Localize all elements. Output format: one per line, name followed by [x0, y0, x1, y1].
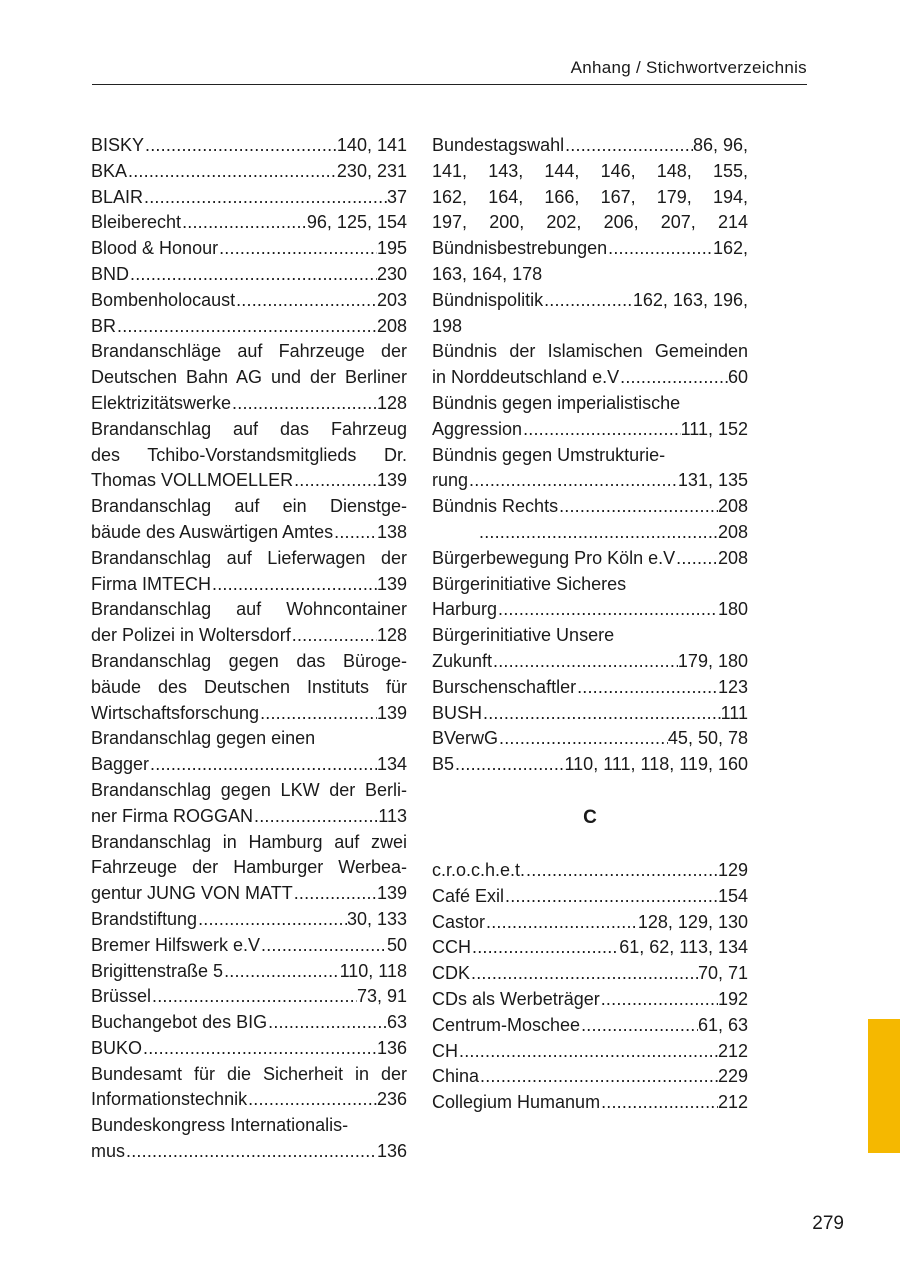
dot-leader — [498, 726, 668, 752]
index-entry — [432, 494, 748, 520]
index-entry — [432, 935, 748, 961]
dot-leader — [267, 1010, 387, 1036]
index-term: rung — [432, 470, 469, 491]
index-term: Thomas VOLLMOELLER — [91, 470, 294, 491]
dot-leader — [504, 884, 718, 910]
index-text-line: Bürgerinitiative Unsere — [432, 625, 615, 646]
index-entry — [91, 701, 407, 727]
dot-leader — [675, 546, 718, 572]
index-text-line: Brandanschlag auf Wohncontainer — [91, 599, 407, 620]
index-entry — [91, 1087, 407, 1113]
index-term: BISKY — [91, 135, 145, 155]
index-term: Burschenschaftler — [432, 676, 577, 697]
index-text-line: Bundeskongress Internationalis- — [91, 1115, 349, 1136]
page-references: 139 — [376, 573, 407, 594]
index-text-line: Brandanschlag gegen LKW der Berli- — [91, 779, 407, 800]
page-references: 208 — [717, 547, 748, 568]
index-text-line: 162, 164, 166, 167, 179, 194, — [432, 186, 748, 207]
index-entry — [432, 468, 748, 494]
dot-leader — [619, 365, 728, 391]
index-term: der Polizei in Woltersdorf — [91, 625, 291, 646]
dot-leader — [600, 987, 718, 1013]
index-term: Bündnis Rechts — [432, 496, 559, 517]
page-references: 236 — [376, 1089, 407, 1110]
index-entry — [91, 133, 407, 159]
dot-leader — [259, 701, 377, 727]
index-text-line: Brandanschlag auf das Fahrzeug — [91, 418, 407, 439]
page-references: 61, 62, 113, 134 — [619, 937, 748, 958]
index-term: BND — [91, 263, 130, 284]
page-references: 128 — [376, 625, 407, 646]
page-references: 162, 163, 196, — [632, 289, 748, 310]
index-entry — [432, 752, 748, 778]
index-entry — [91, 1010, 407, 1036]
index-term: Centrum-Moschee — [432, 1014, 581, 1035]
index-column-left — [91, 133, 407, 1165]
page-references: 30, 133 — [346, 908, 407, 929]
index-text-line: Brandanschlag in Hamburg auf zwei — [91, 831, 407, 852]
page-references: 86, 96, — [692, 135, 748, 155]
index-term: ner Firma ROGGAN — [91, 805, 254, 826]
index-term: Bündnisbestrebungen — [432, 238, 608, 259]
index-text-line: des Tchibo-Vorstandsmitglieds Dr. — [91, 444, 407, 465]
index-text-line: Bündnis gegen Umstrukturie- — [432, 444, 666, 465]
index-text-line: Bündnis der Islamischen Gemeinden — [432, 341, 748, 362]
index-text-line: Brandanschlag auf ein Dienstge- — [91, 496, 407, 517]
dot-leader — [600, 1090, 718, 1116]
index-term: CCH — [432, 937, 471, 958]
page-references: 203 — [376, 289, 407, 310]
index-term: Firma IMTECH — [91, 573, 211, 594]
dot-leader — [125, 1139, 377, 1165]
page-references: 111 — [720, 702, 748, 723]
page-references: 208 — [717, 496, 748, 517]
dot-leader — [478, 520, 718, 546]
index-term: China — [432, 1066, 480, 1087]
page-references: 129 — [717, 859, 748, 880]
dot-leader — [223, 959, 340, 985]
index-term: BUSH — [432, 702, 483, 723]
index-term: Castor — [432, 911, 486, 932]
page-references: 229 — [717, 1066, 748, 1087]
section-heading: C — [583, 806, 597, 828]
page-references: 195 — [376, 238, 407, 259]
thumb-index-tab — [868, 1019, 900, 1153]
index-entry — [91, 314, 407, 340]
index-entry — [91, 907, 407, 933]
index-text-line: Bundesamt für die Sicherheit in der — [91, 1063, 407, 1084]
page-references: 134 — [376, 754, 407, 775]
page-references: 110, 118 — [339, 960, 407, 981]
dot-leader — [151, 984, 357, 1010]
dot-leader — [485, 910, 638, 936]
page-references: 128 — [376, 392, 407, 413]
page-references: 230, 231 — [336, 160, 407, 181]
index-entry — [91, 468, 407, 494]
index-term: BVerwG — [432, 728, 499, 749]
dot-leader — [497, 597, 718, 623]
index-entry — [432, 884, 748, 910]
index-term: BLAIR — [91, 186, 144, 207]
index-entry — [91, 1139, 407, 1165]
index-term: Brüssel — [91, 986, 152, 1007]
index-entry — [91, 933, 407, 959]
index-text-line: 163, 164, 178 — [432, 263, 543, 284]
index-entry — [432, 520, 748, 546]
index-entry — [91, 752, 407, 778]
index-entry — [91, 1036, 407, 1062]
dot-leader — [231, 391, 377, 417]
index-term: bäude des Auswärtigen Amtes — [91, 521, 334, 542]
index-term: Blood & Honour — [91, 238, 219, 259]
index-entry — [432, 597, 748, 623]
index-text-line: 197, 200, 202, 206, 207, 214 — [432, 212, 748, 233]
index-entry — [432, 546, 748, 572]
page-references: 230 — [376, 263, 407, 284]
page-references: 111, 152 — [680, 418, 748, 439]
dot-leader — [470, 961, 698, 987]
dot-leader — [454, 752, 564, 778]
index-entry — [432, 236, 748, 262]
dot-leader — [576, 675, 718, 701]
index-term: Elektrizitätswerke — [91, 392, 232, 413]
page-references: 139 — [376, 702, 407, 723]
index-entry — [91, 804, 407, 830]
page-references: 37 — [386, 186, 407, 207]
index-text-line: Deutschen Bahn AG und der Berliner — [91, 367, 407, 388]
index-entry — [432, 1039, 748, 1065]
index-term: CH — [432, 1040, 458, 1061]
index-term: Bombenholocaust — [91, 289, 236, 310]
index-text-line: 198 — [432, 315, 463, 336]
page-references: 140, 141 — [336, 135, 407, 155]
dot-leader — [291, 623, 377, 649]
page-references: 179, 180 — [677, 650, 748, 671]
dot-leader — [235, 288, 377, 314]
page-references: 138 — [376, 521, 407, 542]
page-references: 70, 71 — [697, 963, 748, 984]
index-entry — [91, 236, 407, 262]
page-references: 139 — [376, 883, 407, 904]
dot-leader — [525, 858, 718, 884]
index-entry — [432, 1013, 748, 1039]
index-text-line: Brandanschläge auf Fahrzeuge der — [91, 341, 407, 362]
dot-leader — [247, 1087, 377, 1113]
dot-leader — [129, 262, 377, 288]
index-entry — [91, 288, 407, 314]
index-term: Collegium Humanum — [432, 1092, 601, 1113]
index-term: Zukunft — [432, 650, 493, 671]
index-term: Brandstiftung — [91, 908, 198, 929]
page-references: 136 — [376, 1037, 407, 1058]
index-term: Café Exil — [432, 885, 505, 906]
index-entry — [432, 133, 748, 159]
page-references: 96, 125, 154 — [306, 212, 407, 233]
index-text-line: Brandanschlag gegen einen — [91, 728, 316, 749]
dot-leader — [492, 649, 678, 675]
page-references: 208 — [376, 315, 407, 336]
dot-leader — [293, 881, 377, 907]
index-entry — [91, 391, 407, 417]
page-references: 180 — [717, 599, 748, 620]
page-references: 113 — [378, 805, 407, 826]
dot-leader — [293, 468, 377, 494]
index-entry — [432, 1064, 748, 1090]
page-references: 208 — [717, 521, 748, 542]
page-references: 212 — [717, 1092, 748, 1113]
header-rule — [92, 84, 807, 85]
index-term: B5 — [432, 754, 455, 775]
dot-leader — [116, 314, 377, 340]
dot-leader — [564, 133, 693, 159]
index-entry — [432, 365, 748, 391]
index-text-line: bäude des Deutschen Instituts für — [91, 676, 407, 697]
page-references: 139 — [376, 470, 407, 491]
dot-leader — [580, 1013, 698, 1039]
index-entry — [432, 701, 748, 727]
index-entry — [91, 210, 407, 236]
index-entry — [91, 959, 407, 985]
index-entry — [91, 159, 407, 185]
dot-leader — [144, 133, 337, 159]
page-references: 45, 50, 78 — [667, 728, 748, 749]
dot-leader — [482, 701, 721, 727]
index-text-line: Brandanschlag gegen das Büroge- — [91, 650, 407, 671]
index-term: BR — [91, 315, 117, 336]
index-entry — [91, 185, 407, 211]
index-term: Bleiberecht — [91, 212, 182, 233]
index-entry — [432, 1090, 748, 1116]
index-entry — [91, 262, 407, 288]
dot-leader — [333, 520, 377, 546]
page-number: 279 — [812, 1213, 844, 1234]
dot-leader — [142, 1036, 377, 1062]
dot-leader — [471, 935, 619, 961]
index-text-line: Bündnis gegen imperialistische — [432, 392, 681, 413]
page-references: 61, 63 — [697, 1014, 748, 1035]
page-references: 136 — [376, 1141, 407, 1162]
dot-leader — [149, 752, 377, 778]
index-term: Bürgerbewegung Pro Köln e.V — [432, 547, 676, 568]
page-references: 131, 135 — [677, 470, 748, 491]
index-term: Bundestagswahl — [432, 135, 565, 155]
index-term: Wirtschaftsforschung — [91, 702, 260, 723]
dot-leader — [127, 159, 337, 185]
page-references: 110, 111, 118, 119, 160 — [564, 754, 748, 775]
dot-leader — [211, 572, 377, 598]
index-text-line: Brandanschlag auf Lieferwagen der — [91, 547, 407, 568]
page-references: 50 — [386, 934, 407, 955]
index-term: Aggression — [432, 418, 523, 439]
running-header: Anhang / Stichwortverzeichnis — [570, 58, 807, 77]
index-entry — [432, 649, 748, 675]
dot-leader — [181, 210, 307, 236]
index-term: Bagger — [91, 754, 150, 775]
index-text-line: 141, 143, 144, 146, 148, 155, — [432, 160, 748, 181]
dot-leader — [253, 804, 378, 830]
page-references: 128, 129, 130 — [637, 911, 748, 932]
index-term: Buchangebot des BIG — [91, 1012, 268, 1033]
index-entry — [432, 987, 748, 1013]
dot-leader — [260, 933, 387, 959]
dot-leader — [218, 236, 377, 262]
index-text-line: Fahrzeuge der Hamburger Werbea- — [91, 857, 407, 878]
page-references: 123 — [717, 676, 748, 697]
index-entry — [91, 572, 407, 598]
page-references: 73, 91 — [356, 986, 407, 1007]
dot-leader — [197, 907, 347, 933]
index-term: Brigittenstraße 5 — [91, 960, 224, 981]
index-term: in Norddeutschland e.V — [432, 367, 620, 388]
index-term: c.r.o.c.h.e.t. — [432, 859, 526, 880]
index-term: CDs als Werbeträger — [432, 988, 600, 1009]
dot-leader — [607, 236, 713, 262]
dot-leader — [468, 468, 678, 494]
page-references: 154 — [717, 885, 748, 906]
index-entry — [91, 984, 407, 1010]
page-references: 162, — [712, 238, 748, 259]
index-term: Informationstechnik — [91, 1089, 248, 1110]
index-term: gentur JUNG VON MATT — [91, 883, 293, 904]
page-references: 212 — [717, 1040, 748, 1061]
dot-leader — [143, 185, 387, 211]
index-entry — [432, 675, 748, 701]
index-entry — [91, 881, 407, 907]
index-entry — [91, 520, 407, 546]
dot-leader — [543, 288, 633, 314]
index-entry — [432, 858, 748, 884]
index-term: CDK — [432, 963, 471, 984]
index-entry — [432, 726, 748, 752]
index-entry — [432, 910, 748, 936]
index-term: BUKO — [91, 1037, 143, 1058]
page-references: 63 — [386, 1012, 407, 1033]
index-entry — [91, 623, 407, 649]
index-term: Bündnispolitik — [432, 289, 544, 310]
index-entry — [432, 417, 748, 443]
index-term: mus — [91, 1141, 126, 1162]
index-entry — [432, 288, 748, 314]
index-text-line: Bürgerinitiative Sicheres — [432, 573, 627, 594]
index-term: Bremer Hilfswerk e.V — [91, 934, 261, 955]
page-references: 192 — [717, 988, 748, 1009]
dot-leader — [558, 494, 718, 520]
index-term: BKA — [91, 160, 128, 181]
dot-leader — [458, 1039, 718, 1065]
index-term: Harburg — [432, 599, 498, 620]
index-entry — [432, 961, 748, 987]
index-column-right — [432, 133, 748, 1116]
dot-leader — [522, 417, 681, 443]
dot-leader — [479, 1064, 718, 1090]
page-references: 60 — [727, 367, 748, 388]
